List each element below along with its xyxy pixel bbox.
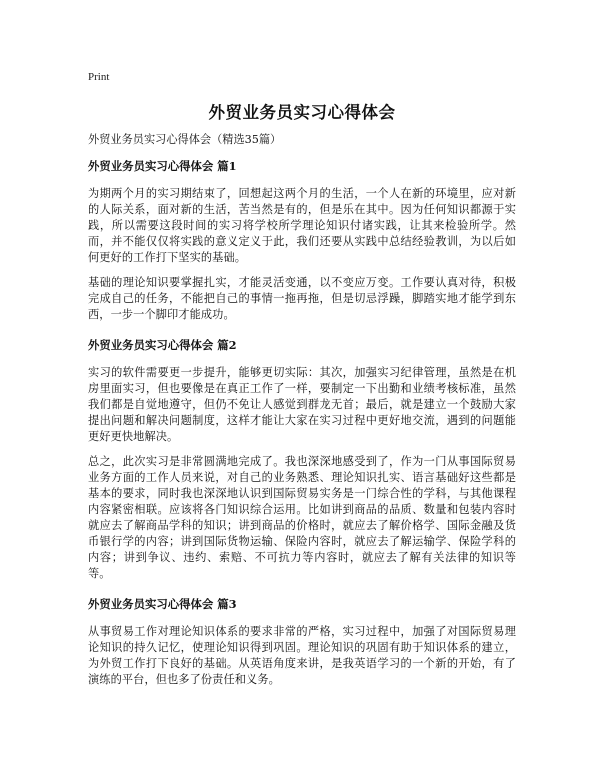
paragraph: 总之，此次实习是非常圆满地完成了。我也深深地感受到了，作为一门从事国际贸易业务方面的工作人员来说，对自己的业务熟悉、理论知识扎实、语言基础好这些都是基本的要求，同时我也深深地认识到国际贸易实务是一门综合性的学科，与其他课程内容紧密相联。应该将各门知识综合运用。比如讲到商品的品质、数量和包装内容时就应去了解商品学科的知识；讲到商品的价格时，就应去了解价格学、国际金融及货币银行学的内容；讲到国际货物运输、保险内容时，就应去了解运输学、保险学科的内容；讲到争议、违约、索赔、不可抗力等内容时，就应去了解有关法律的知识等等。	[88, 455, 516, 580]
document-body	[88, 158, 516, 697]
section-2	[88, 337, 516, 582]
section-heading: 外贸业务员实习心得体会 篇3	[88, 597, 237, 611]
section-3	[88, 596, 516, 688]
section-heading: 外贸业务员实习心得体会 篇1	[88, 159, 237, 173]
document-subtitle: 外贸业务员实习心得体会（精选35篇）	[88, 133, 282, 146]
paragraph: 为期两个月的实习期结束了，回想起这两个月的生活，一个人在新的环境里，应对新的人际关系，面对新的生活，苦当然是有的，但是乐在其中。因为任何知识都源于实践，所以需要这段时间的实习将学校所学理论知识付诸实践，让其来检验所学。然而，并不能仅仅将实践的意义定义于此，我们还要从实践中总结经验教训，为以后如何更好的工作打下坚实的基础。	[88, 187, 516, 264]
section-heading: 外贸业务员实习心得体会 篇2	[88, 338, 237, 352]
print-label: Print	[88, 71, 110, 83]
paragraph: 从事贸易工作对理论知识体系的要求非常的严格，实习过程中，加强了对国际贸易理论知识的持久记忆，使理论知识得到巩固。理论知识的巩固有助于知识体系的建立，为外贸工作打下良好的基础。从英语角度来讲，是我英语学习的一个新的开始，有了演练的平台，但也多了份责任和义务。	[88, 625, 516, 686]
section-1	[88, 158, 516, 323]
paragraph: 实习的软件需要更一步提升，能够更切实际：其次，加强实习纪律管理，虽然是在机房里面实习，但也要像是在真正工作了一样，要制定一下出勤和业绩考核标准，虽然我们都是自觉地遵守，但仍不免让人感觉到群龙无首；最后，就是建立一个鼓励大家提出问题和解决问题制度，这样才能让大家在实习过程中更好地交流，遇到的问题能更好更快地解决。	[88, 366, 516, 443]
paragraph: 基础的理论知识要掌握扎实，才能灵活变通，以不变应万变。工作要认真对待，积极完成自己的任务，不能把自己的事情一拖再拖，但是切忌浮躁，脚踏实地才能学到东西，一步一个脚印才能成功。	[88, 276, 516, 321]
page-title: 外贸业务员实习心得体会	[208, 103, 396, 122]
